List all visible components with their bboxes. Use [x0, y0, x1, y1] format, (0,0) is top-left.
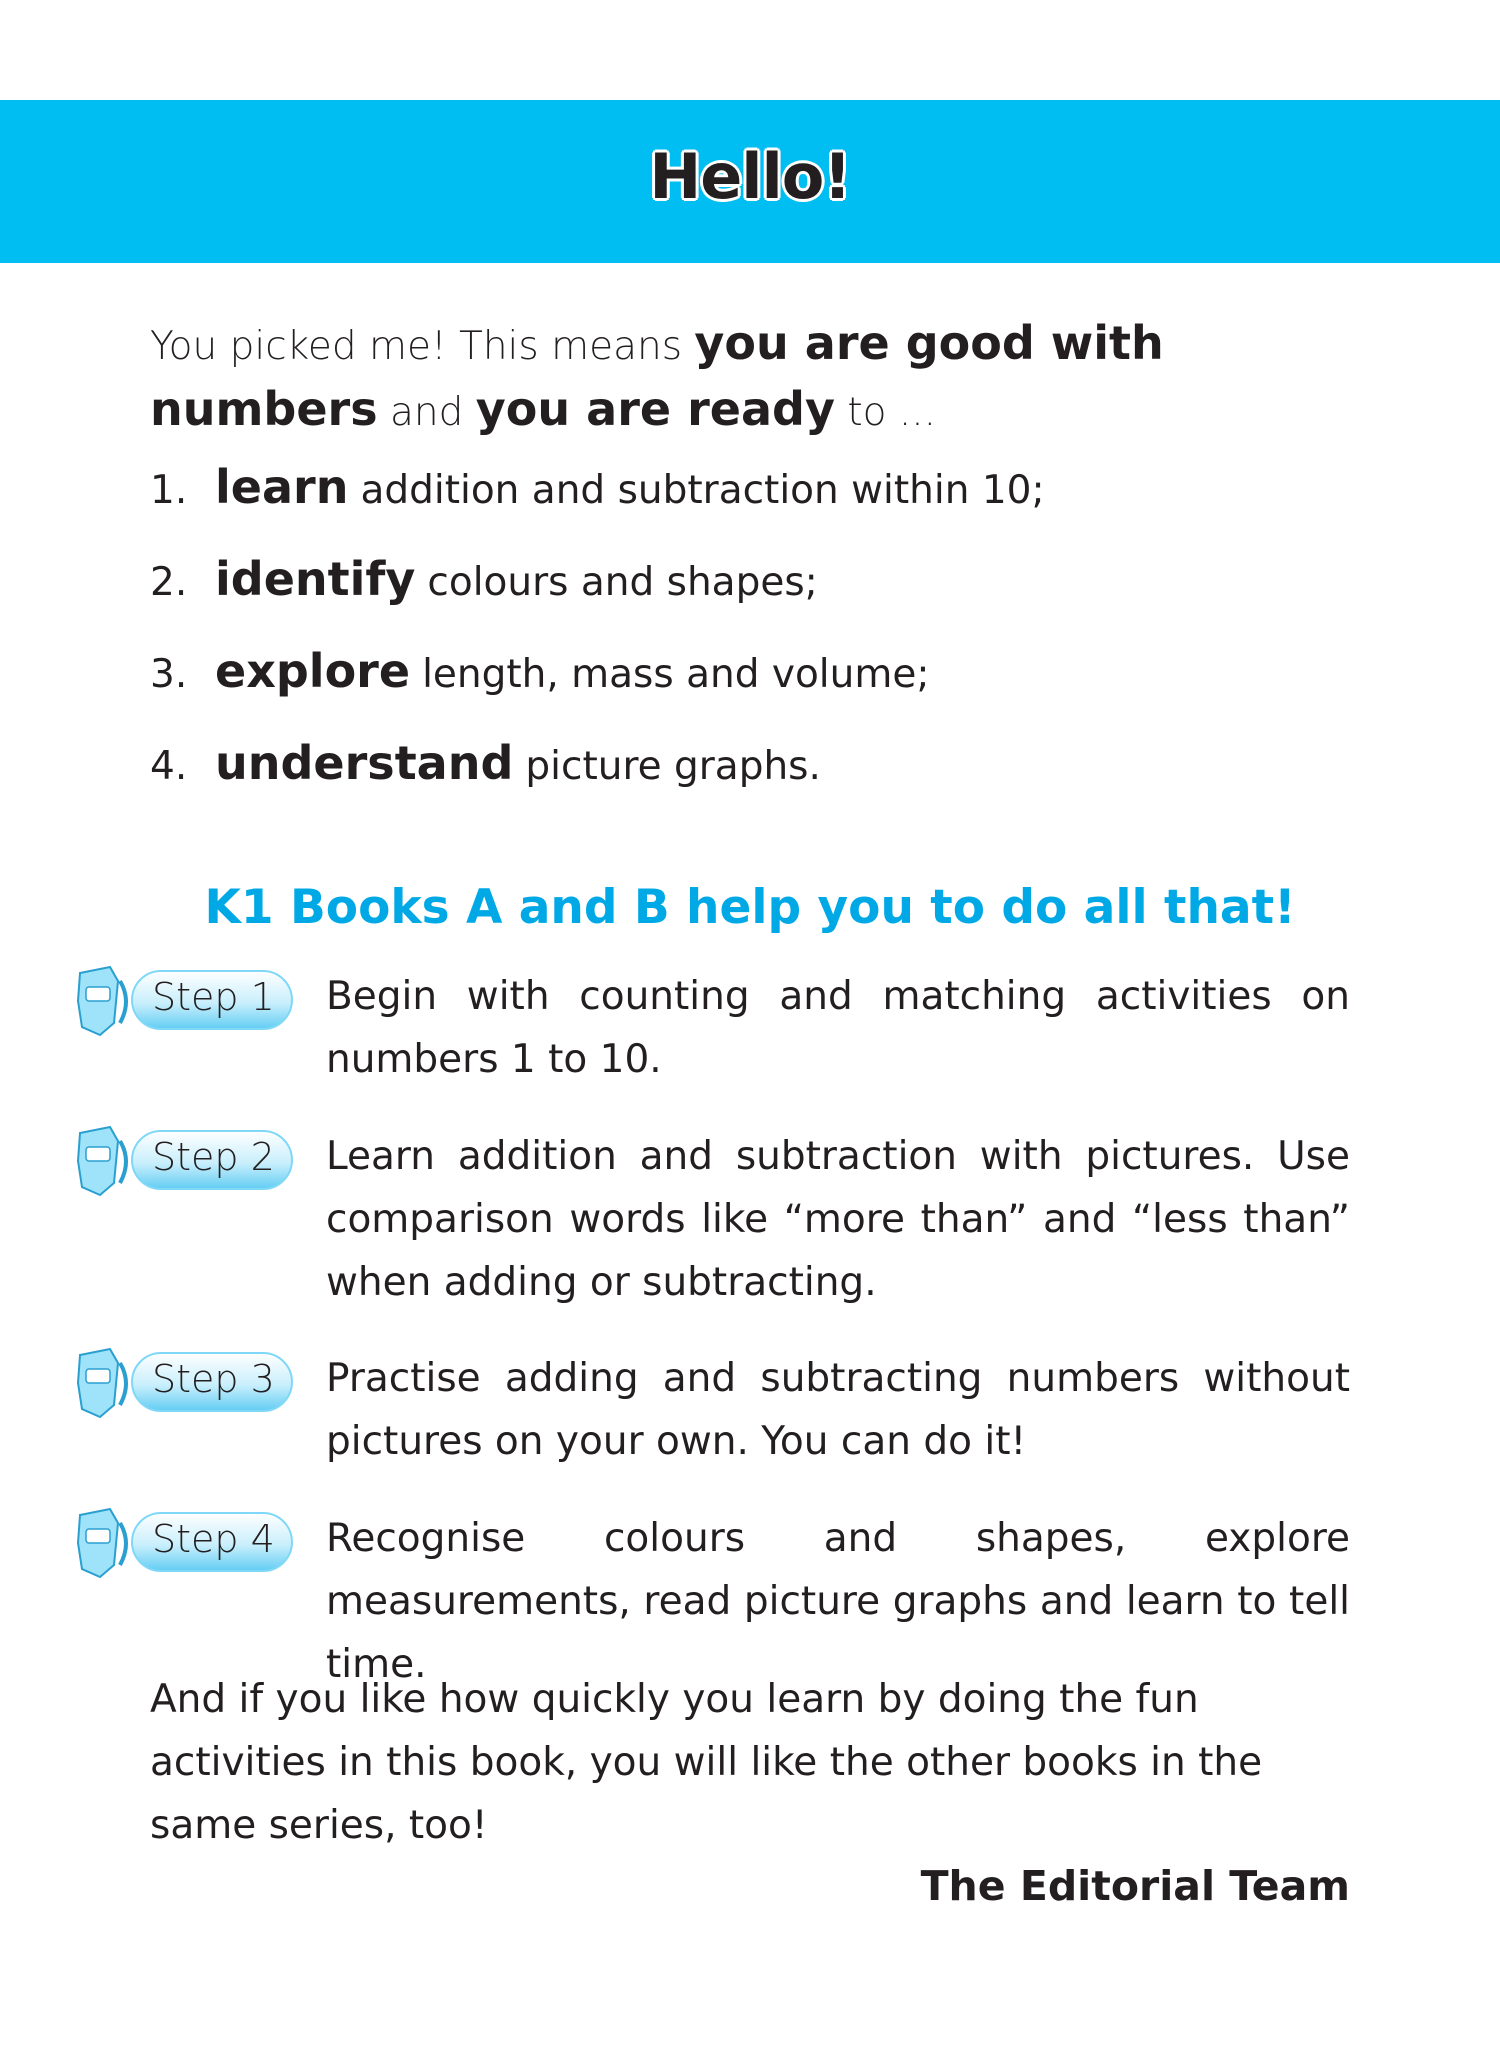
goal-list: [150, 460, 1350, 828]
goal-keyword: learn: [215, 460, 349, 514]
goal-text: length, mass and volume;: [422, 652, 930, 697]
goal-number: 1.: [150, 468, 188, 513]
goal-number: 3.: [150, 652, 188, 697]
outro-paragraph: And if you like how quickly you learn by doing the fun activities in this book, you will like the other books in the same series, too!: [150, 1677, 1263, 1848]
goal-item: [150, 736, 1350, 828]
goal-item: [150, 552, 1350, 644]
goal-number: 2.: [150, 560, 188, 605]
step-text: Begin with counting and matching activities on numbers 1 to 10.: [326, 974, 1350, 1082]
step-text: Practise adding and subtracting numbers without pictures on your own. You can do it!: [326, 1356, 1350, 1464]
step-label: Step 4: [152, 1517, 275, 1561]
signature: The Editorial Team: [920, 1862, 1350, 1910]
step-badge: [70, 1503, 295, 1583]
intro-bold-1: you are good with numbers: [150, 316, 1164, 436]
step-badge: [70, 1121, 295, 1201]
goal-text: addition and subtraction within 10;: [360, 468, 1045, 513]
goal-number: 4.: [150, 744, 188, 789]
goal-text: picture graphs.: [525, 744, 821, 789]
books-subheading: K1 Books A and B help you to do all that!: [204, 880, 1296, 935]
goal-keyword: explore: [215, 644, 411, 698]
page-title: Hello!: [649, 140, 851, 213]
step-text: Recognise colours and shapes, explore measurements, read picture graphs and learn to tell time.: [326, 1516, 1350, 1687]
intro-text-1: You picked me! This means: [150, 324, 695, 369]
step-label: Step 2: [152, 1135, 275, 1179]
step-text: Learn addition and subtraction with pictures. Use comparison words like “more than” and “less than” when adding or subtracting.: [326, 1134, 1350, 1305]
step-badge: [70, 961, 295, 1041]
step-label: Step 3: [152, 1357, 275, 1401]
intro-text-2: and: [377, 390, 476, 435]
step-badge: [70, 1343, 295, 1423]
header-banner: [0, 100, 1500, 263]
intro-paragraph: [150, 312, 1350, 444]
goal-keyword: understand: [215, 736, 514, 790]
goal-item: [150, 460, 1350, 552]
intro-text-3: to ...: [834, 390, 937, 435]
step-label: Step 1: [152, 975, 275, 1019]
intro-bold-2: you are ready: [475, 382, 835, 436]
goal-keyword: identify: [215, 552, 416, 606]
goal-item: [150, 644, 1350, 736]
goal-text: colours and shapes;: [427, 560, 818, 605]
